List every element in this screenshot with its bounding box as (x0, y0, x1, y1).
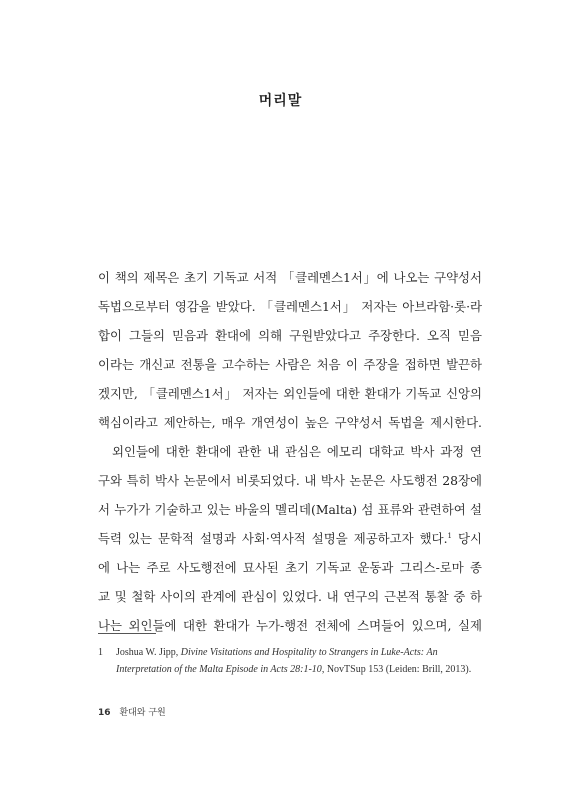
footnote-book-title: Interpretation of the Malta Episode in Acts 28:1-10 (116, 664, 322, 675)
footnote-author: Joshua W. Jipp, (116, 647, 181, 658)
footnote-body (116, 644, 482, 678)
line-text: 득력 있는 문학적 설명과 사회·역사적 설명을 제공하고자 했다. (98, 531, 448, 546)
footnote-line (116, 644, 482, 661)
paragraph-2-line: 에 나는 주로 사도행전에 묘사된 초기 기독교 운동과 그리스-로마 종 (98, 560, 482, 575)
paragraph-2-line: 나는 외인들에 대한 환대가 누가-행전 전체에 스며들어 있으며, 실제 (98, 618, 482, 633)
footnote-line (116, 661, 482, 678)
footnote-citation: , NovTSup 153 (Leiden: Brill, 2013). (321, 664, 472, 675)
footnote-marker: 1 (447, 531, 452, 540)
footnote-number: 1 (98, 647, 103, 658)
paragraph-1-line: 이라는 개신교 전통을 고수하는 사람은 처음 이 주장을 접하면 발끈하 (98, 357, 482, 372)
paragraph-2-line: 구와 특히 박사 논문에서 비롯되었다. 내 박사 논문은 사도행전 28장에 (98, 473, 482, 488)
paragraph-2-line: 외인들에 대한 환대에 관한 내 관심은 에모리 대학교 박사 과정 연 (112, 444, 482, 459)
paragraph-2-line (98, 524, 482, 553)
page-footer (98, 705, 166, 718)
paragraph-1-line: 독법으로부터 영감을 받았다. 「클레멘스1서」 저자는 아브라함·롯·라 (98, 299, 482, 314)
paragraph-2-line: 교 및 철학 사이의 관계에 관심이 있었다. 내 연구의 근본적 통찰 중 하 (98, 589, 482, 604)
footnote (98, 644, 482, 678)
line-text: 당시 (451, 531, 482, 546)
running-title: 환대와 구원 (119, 708, 166, 718)
footnote-book-title: Divine Visitations and Hospitality to Strangers in Luke-Acts: An (180, 647, 438, 658)
paragraph-1-line: 이 책의 제목은 초기 기독교 서적 「클레멘스1서」에 나오는 구약성서 (98, 270, 482, 285)
paragraph-1-line: 핵심이라고 제안하는, 매우 개연성이 높은 구약성서 독법을 제시한다. (98, 415, 482, 430)
footnote-divider (98, 633, 156, 634)
paragraph-1-line: 합이 그들의 믿음과 환대에 의해 구원받았다고 주장한다. 오직 믿음 (98, 328, 482, 343)
page-number: 16 (98, 708, 111, 718)
paragraph-1-line: 겠지만, 「클레멘스1서」 저자는 외인들에 대한 환대가 기독교 신앙의 (98, 386, 482, 401)
body-text (98, 263, 482, 640)
paragraph-2-line: 서 누가가 기술하고 있는 바울의 멜리데(Malta) 섬 표류와 관련하여 설 (98, 502, 482, 517)
chapter-title: 머리말 (258, 93, 303, 109)
